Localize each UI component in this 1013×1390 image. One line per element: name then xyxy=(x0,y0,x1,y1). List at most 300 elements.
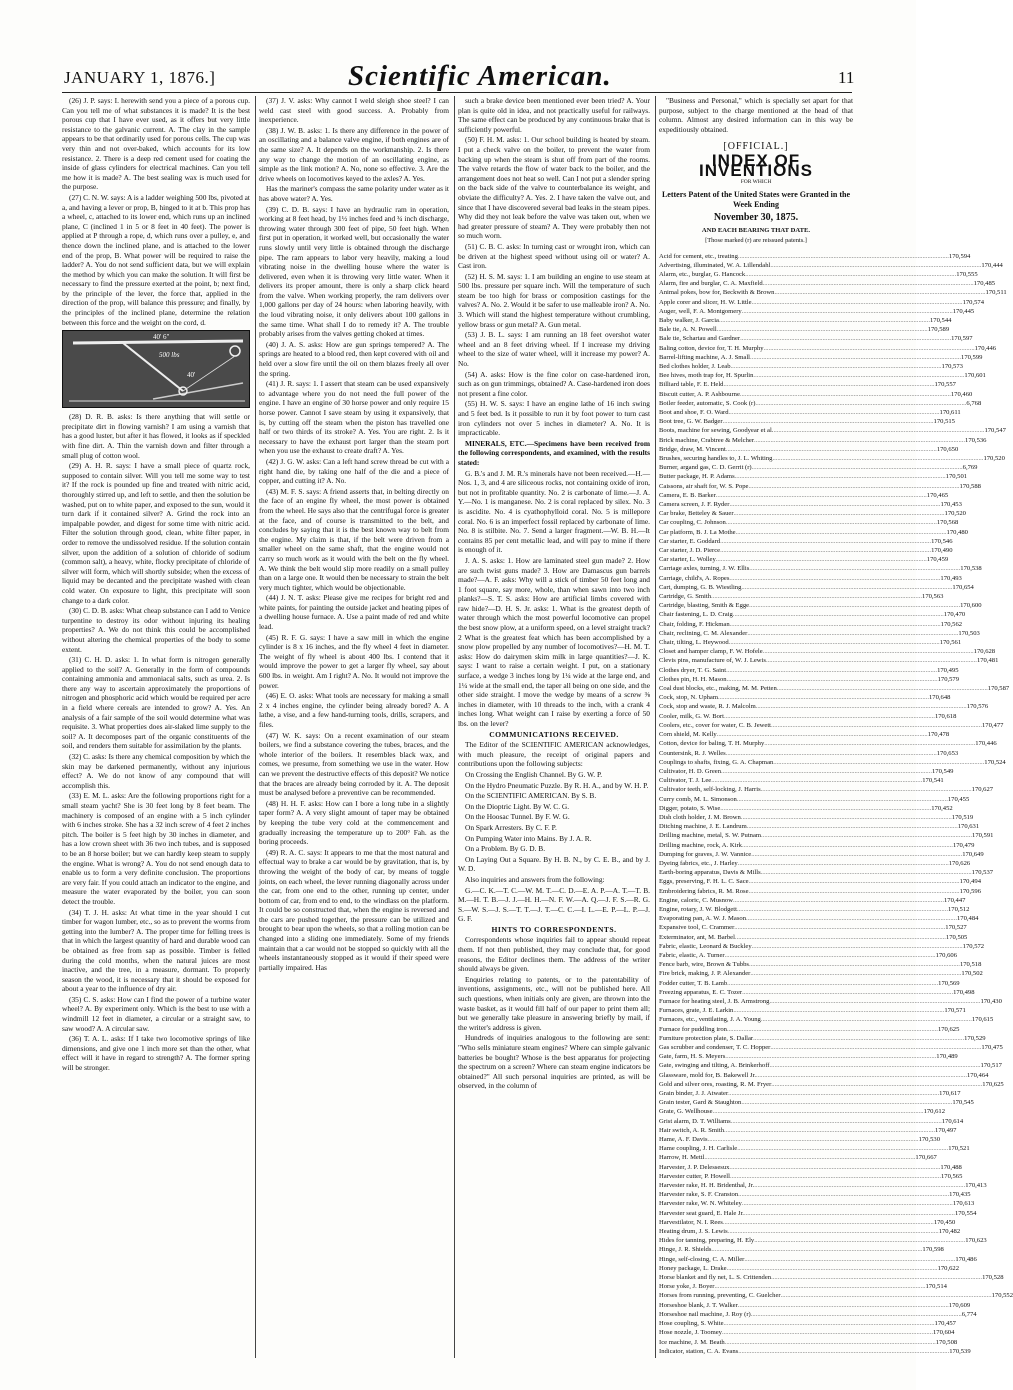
index-entry xyxy=(659,1273,1004,1282)
index-entry xyxy=(659,482,981,491)
index-entry-name: Barrel-lifting machine, A. J. Small xyxy=(659,353,751,361)
index-entry-number: 170,508 xyxy=(935,1338,958,1346)
index-entry-number: 170,485 xyxy=(973,280,996,288)
index-entry-leader xyxy=(723,380,934,389)
index-entry-name: Clothes pin, H. H. Mason xyxy=(659,675,727,683)
index-entry-leader xyxy=(716,491,927,500)
index-for-which: FOR WHICH xyxy=(740,179,772,186)
index-entry-number: 170,626 xyxy=(948,859,971,867)
index-entry-number: 170,565 xyxy=(940,1172,963,1180)
index-entry xyxy=(659,822,980,831)
index-entry-leader xyxy=(737,795,948,804)
query-41: (41) J. R. says: 1. I assert that steam can be used expansively to advantage where you do not need the full power of the engine. I have an engine of 30 horse power and only require 15 horse power. Cannot I save steam by using it expansively, that is, by cutting off the steam when the piston has travelled one half or two thirds of its stroke? A. Yes. You are right. 2. Is it necessary to have the exhaust port larger than the steam port when you use the exhaust to create draft? A. Yes. xyxy=(259,379,449,456)
index-entry-name: Hose coupling, S. White xyxy=(659,1320,724,1328)
index-entry xyxy=(659,914,979,923)
index-entry-number: 170,430 xyxy=(980,997,1002,1005)
index-entry-number: 170,650 xyxy=(936,445,959,453)
index-entry-leader xyxy=(764,739,975,748)
index-entry-name: Honey package, L. Drake xyxy=(659,1264,727,1272)
index-entry-leader xyxy=(727,675,938,684)
index-entry-leader xyxy=(746,914,957,923)
index-entry-leader xyxy=(740,334,951,343)
index-entry-leader xyxy=(723,1218,934,1227)
index-entry-leader xyxy=(720,804,931,813)
index-entry xyxy=(659,408,961,417)
index-entry-leader xyxy=(761,785,972,794)
index-entry-name: Coolers, etc., cover for water, C. B. Jewett xyxy=(659,721,771,729)
index-entry xyxy=(659,1052,958,1061)
index-entry-leader xyxy=(752,942,963,951)
index-entry-leader xyxy=(742,988,953,997)
masthead-title: Scientific American. xyxy=(348,60,612,92)
index-entry-leader xyxy=(717,325,928,334)
index-entry-leader xyxy=(737,905,948,914)
index-entry-number: 170,446 xyxy=(975,740,997,748)
index-entry xyxy=(659,647,996,656)
index-entry xyxy=(659,601,982,610)
index-entry-number: 170,654 xyxy=(952,583,974,591)
hint-paragraph: Hundreds of inquiries analogous to the following are sent: "Who sells miniature steam engines? Where can simple galvanic batteries be bought? Whose is the best apparatus for projecting the spectrum on a screen? Where can steam engine indicators be obtained?" All such personal inquiries are printed, as will be observed, in the column of xyxy=(458,1033,650,1091)
header-rule xyxy=(62,92,852,93)
index-entry xyxy=(659,951,958,960)
index-entry-name: Harvester rake, H. H. Bridenthal, Jr. xyxy=(659,1182,755,1190)
index-entry xyxy=(659,776,944,785)
communication-item: On the Hoosac Tunnel. By F. W. G. xyxy=(465,812,570,822)
index-entry-name: Butter package, H. P. Adams xyxy=(659,473,735,481)
index-entry-number: 170,490 xyxy=(931,547,953,555)
index-entry xyxy=(659,960,982,969)
index-entry-name: Coal dust blocks, etc., making, M. M. Petten xyxy=(659,685,777,693)
index-entry-leader xyxy=(769,997,980,1006)
index-entry-number: 170,475 xyxy=(981,1044,1003,1051)
index-entry-leader xyxy=(741,813,952,822)
index-entry-name: Grain binder, J. J. Atwater xyxy=(659,1090,729,1098)
index-entry-number: 170,489 xyxy=(936,1053,958,1061)
index-entry xyxy=(659,279,996,288)
index-entry-number: 170,480 xyxy=(946,528,968,536)
index-entry-name: Car starter, E. Goddard xyxy=(659,537,721,545)
index-entry-number: 170,588 xyxy=(959,482,981,490)
index-entry-leader xyxy=(734,923,945,932)
index-entry-number: 170,484 xyxy=(957,915,979,923)
index-entry-leader xyxy=(749,564,960,573)
index-entry-leader xyxy=(770,1043,981,1052)
index-entry-name: Grist alarm, D. T. Williams xyxy=(659,1117,731,1125)
index-entry xyxy=(659,1034,986,1043)
query-52: (52) H. S. M. says: 1. I am building an engine to use steam at 500 lbs. pressure per square inch. Will the temperature of such steam be too high for brass or composition castings for the valves? A. No. 2. Would it be safer to use malleable iron? A. No. 3. Which will stand the highest temperature without crumbling, yellow brass or gun metal? A. Gun metal. xyxy=(458,271,650,329)
index-entry xyxy=(659,859,971,868)
index-entry-leader xyxy=(727,979,938,988)
index-entry-number: 170,536 xyxy=(965,436,987,444)
index-entry-name: Cotton, device for baling, T. H. Murphy xyxy=(659,740,765,748)
index-subtitle: Letters Patent of the United States were Granted in the Week Ending xyxy=(661,189,851,209)
index-entry-name: Baling cotton, device for, T. H. Murphy xyxy=(659,344,764,352)
index-entry xyxy=(659,316,952,325)
index-entry-number: 170,527 xyxy=(945,924,967,932)
index-entry-name: Boiler feeder, automatic, S. Cook (r) xyxy=(659,399,756,407)
index-entry-number: 170,631 xyxy=(957,823,980,831)
index-entry-leader xyxy=(724,1319,935,1328)
index-entry-name: Gate, swinging and tilting, A. Brinkerhoff xyxy=(659,1062,770,1070)
index-entry-number: 170,519 xyxy=(951,813,974,821)
index-entry-name: Bee hives, moth trap for, H. Spurlin xyxy=(659,372,754,380)
index-entry-leader xyxy=(726,445,937,454)
index-entry-number: 170,453 xyxy=(940,501,962,509)
index-entry-name: Horse yoke, J. Boyer xyxy=(659,1283,715,1291)
query-49: (49) R. A. C. says: It appears to me that the most natural and effectual way to brake a car would be by gravitation, that is, by throwing the weight of the body of car, by means of toggle joints, on each wheel, the lever running diagonally across under the car, from one end to the other, running up center, under bottom of car, from end to end, to the windlass on the platform. It could be so constructed that, when the engine is reversed and the cars are pushed together, the pressure can be utilized and brought to bear upon the wheels, so that a rolling motion can be changed into a sliding one immediately. Some of my friends maintain that a car would not be stopped so quickly with all the wheels instantaneously stopped as it would if their speed were partially impaired. Has xyxy=(259,847,449,972)
index-entry-number: 170,648 xyxy=(928,694,951,702)
index-entry-leader xyxy=(753,371,964,380)
index-entry-leader xyxy=(755,399,966,408)
index-entry xyxy=(659,1015,994,1024)
index-entry xyxy=(659,1255,977,1264)
index-entry-number: 170,625 xyxy=(937,1025,960,1033)
index-entry xyxy=(659,877,982,886)
index-entry xyxy=(659,638,962,647)
index-entry-leader xyxy=(748,482,959,491)
index-entry-name: Harvestilator, N. I. Rees xyxy=(659,1218,723,1226)
index-entry-leader xyxy=(726,666,937,675)
index-entry-name: Bale tie, A. N. Powell xyxy=(659,326,717,334)
index-entry-leader xyxy=(734,509,945,518)
index-entry-leader xyxy=(730,620,941,629)
index-entry-number: 170,598 xyxy=(922,1246,944,1254)
index-entry-name: Hame coupling, J. H. Carlisle xyxy=(659,1145,738,1153)
communications-heading: COMMUNICATIONS RECEIVED. xyxy=(489,729,619,739)
index-entry-name: Gold and silver ores, roasting, R. M. Fryer xyxy=(659,1080,772,1088)
index-entry-name: Cooler, milk, G. W. Bort xyxy=(659,712,724,720)
index-entry-number: 170,601 xyxy=(964,372,986,380)
index-entry-number: 170,539 xyxy=(949,1347,971,1355)
index-entry-name: Harvester cutter, P. Howell xyxy=(659,1172,730,1180)
index-entry-number: 170,520 xyxy=(983,455,1005,462)
index-entry xyxy=(659,334,973,343)
index-entry xyxy=(659,261,1003,270)
communications-initials: G.—C. K.—T. C.—W. M. T.—C. D.—E. A. P.—A. T.—T. B. M.—H. T. B.—J. J.—H. H.—N. F. W.—A. Q.—J. F. S.—R. G. S.—W. S.—J. S.—T. T.—J. T.—C. C.—I. L.—E. P.—L. P.—J. G. F. xyxy=(458,885,650,924)
index-entry xyxy=(659,933,968,942)
index-entry xyxy=(659,758,1006,767)
index-entry xyxy=(659,454,1005,463)
index-entry-leader xyxy=(740,390,951,399)
index-entry xyxy=(659,288,1007,297)
index-entry-number: 170,625 xyxy=(982,1080,1004,1088)
index-entry-number: 170,561 xyxy=(939,639,962,647)
index-entry xyxy=(659,1126,957,1135)
index-entry-name: Hinge, J. R. Shields xyxy=(659,1246,712,1254)
index-entry xyxy=(659,270,978,279)
index-entry xyxy=(659,1338,958,1347)
index-entry-leader xyxy=(733,610,944,619)
query-48: (48) H. H. F. asks: How can I bore a long tube in a slightly taper form? A. A very slight amount of taper may be obtained by keeping the tube very cold at the commencement and gradually increasing the temperature up to 200° Fah. as the boring proceeds. xyxy=(259,798,449,847)
index-entry-name: Bed clothes holder, J. Leab xyxy=(659,362,731,370)
index-entry-name: Embroidering fabrics, R. M. Rose xyxy=(659,887,749,895)
index-entry-leader xyxy=(738,1190,949,1199)
index-entry-leader xyxy=(713,1107,924,1116)
index-entry-number: 170,537 xyxy=(971,869,994,877)
index-entry-name: Horse blanket and fly net, L. S. Crittenden xyxy=(659,1274,772,1282)
index-entry-name: Evaporating pan, A. W. J. Mason xyxy=(659,915,746,923)
index-entry-leader xyxy=(727,1264,938,1273)
index-entry-name: Car starter, J. D. Pierce xyxy=(659,547,721,555)
index-entry xyxy=(659,767,954,776)
index-entry xyxy=(659,1209,977,1218)
index-entry xyxy=(659,1264,959,1273)
index-entry-name: Countersink, R. J. Welles xyxy=(659,749,726,757)
index-entry-name: Boot tree, G. W. Badger xyxy=(659,418,723,426)
index-entry xyxy=(659,813,974,822)
index-entry-leader xyxy=(724,1126,935,1135)
index-entry-number: 170,447 xyxy=(943,896,966,904)
index-entry-name: Brick machine, Crabtree & Melcher xyxy=(659,436,755,444)
query-47: (47) W. K. says: On a recent examination of our steam boilers, we find a substance covering the tubes, braces, and the whole interior of the boilers. It resembles black wax, and comes, we presume, from something we use in the water. How can we prevent the destructive effects of this deposit? We notice that the braces are already being corroded by it. A. The deposit must be analysed before a preventive can be recommended. xyxy=(259,730,449,798)
index-entry-number: 170,623 xyxy=(965,1237,987,1245)
index-entry xyxy=(659,887,981,896)
index-entry-name: Chair, folding, F. Hickman xyxy=(659,620,730,628)
index-entry-leader xyxy=(772,454,983,463)
index-entry-number: 170,606 xyxy=(935,951,958,959)
index-entry-name: Alarm, etc., burglar, G. Hancock xyxy=(659,270,746,278)
query-44: (44) J. N. T. asks: Please give me recipes for bright red and white paints, for painting the outside jacket and heating pipes of a dwelling house furnace. A. Use a paint made of red and white lead. xyxy=(259,593,449,632)
query-49-cont: such a brake device been mentioned ever been tried? A. Your plan is quite old in idea, and not practically useful for railways. The same effect can be produced by any continuous brake that is sufficiently powerful. xyxy=(458,96,650,134)
index-entry xyxy=(659,1291,1013,1300)
index-entry-leader xyxy=(771,721,982,730)
index-entry-name: Cultivator, H. D. Green xyxy=(659,767,721,775)
index-entry-leader xyxy=(751,850,962,859)
communication-item: On the Hydro Pneumatic Puzzle. By R. H. A., and by W. H. P. xyxy=(465,780,649,790)
index-entry-number: 170,541 xyxy=(922,777,944,785)
index-entry-leader xyxy=(736,528,947,537)
index-entry-leader xyxy=(749,960,960,969)
index-entry xyxy=(659,969,983,978)
query-46: (46) E. O. asks: What tools are necessary for making a small 2 x 4 inches engine, the cylinder being already bored? A. A lathe, a vise, and a few hand-turning tools, drills, scrapers, and files. xyxy=(259,691,449,729)
index-entry-number: 170,587 xyxy=(987,685,1010,693)
index-entry-number: 170,547 xyxy=(984,427,1006,435)
index-entry-number: 170,520 xyxy=(944,510,966,518)
index-entry-number: 170,618 xyxy=(934,712,957,720)
index-entry xyxy=(659,629,980,638)
index-entry-leader xyxy=(749,601,960,610)
index-entry-number: 170,649 xyxy=(962,850,984,858)
index-entry-leader xyxy=(715,1282,926,1291)
index-entry-name: Exterminator, ant, M. Barbel xyxy=(659,933,735,941)
index-entry-number: 170,515 xyxy=(933,418,955,426)
index-entry-leader xyxy=(751,1310,962,1319)
index-entry-leader xyxy=(771,1080,982,1089)
index-entry xyxy=(659,702,989,711)
index-entry-number: 170,609 xyxy=(948,1301,971,1309)
index-entry-leader xyxy=(744,1209,955,1218)
index-entry-name: Hair switch, A. R. Smith xyxy=(659,1126,725,1134)
index-entry-number: 170,486 xyxy=(955,1255,977,1263)
index-entry-leader xyxy=(735,933,946,942)
index-entry-name: Hose nozzle, J. Toomey xyxy=(659,1329,722,1337)
index-entry-leader xyxy=(761,831,972,840)
index-entry-name: Furnace for heating steel, J. B. Armstrong xyxy=(659,997,770,1005)
index-entry xyxy=(659,693,951,702)
index-entry-name: Engine, rotary, J. W. Blodgett xyxy=(659,905,737,913)
index-entry-name: Billiard table, F. E. Held xyxy=(659,381,724,389)
query-42: (42) J. G. W. asks: Can a left hand screw thread be cut with a right hand die, by taking one half of the die and a piece of copper, and cutting it? A. No. xyxy=(259,456,449,486)
index-entry-number: 170,600 xyxy=(960,602,982,610)
index-entry-leader xyxy=(731,362,942,371)
index-entry xyxy=(659,1172,963,1181)
index-entry-leader xyxy=(728,1227,939,1236)
index-entry-leader xyxy=(741,1098,952,1107)
index-entry-leader xyxy=(752,298,963,307)
index-entry xyxy=(659,979,960,988)
index-entry-leader xyxy=(718,693,929,702)
ladder-diagram xyxy=(62,330,250,408)
index-entry-leader xyxy=(754,1236,965,1245)
index-entry-number: 170,464 xyxy=(966,1071,989,1079)
index-entry-name: Cultivator teeth, self-locking, J. Harris xyxy=(659,786,761,794)
index-entry-number: 170,435 xyxy=(949,1191,971,1199)
index-entry-leader xyxy=(723,417,934,426)
index-entry-leader xyxy=(742,841,953,850)
index-entry xyxy=(659,739,997,748)
index-entry xyxy=(659,1328,955,1337)
index-entry-number: 170,562 xyxy=(940,620,963,628)
index-entry-number: 170,501 xyxy=(945,473,968,481)
index-entry-number: 170,465 xyxy=(926,491,949,499)
index-entry-leader xyxy=(754,1181,965,1190)
index-entry-number: 170,591 xyxy=(972,832,994,840)
index-date: November 30, 1875. xyxy=(713,211,799,223)
index-entry-leader xyxy=(749,887,960,896)
index-entry-number: 170,627 xyxy=(971,786,994,794)
query-27: (27) C. N. W. says: A is a ladder weighing 500 lbs, pivoted at a, and having a lever or prop, B, hinged to it at b. This prop has a wheel, c, attached to its lower end, which runs up an inclined plane, C (inclined 1 in 5 or 8 feet in 40 feet). The power is applied at P through a rope, d, which runs over a pulley, e, and thence down the inclined plane, and is attached to the lower end of the prop, B. What power will be required to raise the ladder? A. You do not send sufficient data, but we will explain the method by which you can make the solution. It will first be necessary to find the pressure exerted at the point, b; next find, by the principle of the lever, the force that, applied in the direction of the prop, will balance this pressure; and finally, by the principles of the inclined plane, determine the relation between this force and the weight on the cord, d. xyxy=(62,192,250,327)
index-entry xyxy=(659,1080,1004,1089)
index-entry xyxy=(659,518,959,527)
index-entry-leader xyxy=(724,712,935,721)
index-entry-name: Chair, reclining, C. M. Alexander xyxy=(659,629,748,637)
index-entry-name: Hinge, self-closing, C. A. Miller xyxy=(659,1255,745,1263)
index-entry-name: Fodder cutter, T. B. Lamb xyxy=(659,979,728,987)
index-entry xyxy=(659,463,978,472)
index-entry-name: Biscuit cutter, A. P. Ashbourne xyxy=(659,390,740,398)
index-entry-number: 170,604 xyxy=(932,1329,955,1337)
communication-item: On Spark Arresters. By C. F. P. xyxy=(465,822,557,832)
index-entry-leader xyxy=(745,270,956,279)
index-entry-leader xyxy=(756,702,967,711)
index-entry-number: 170,505 xyxy=(945,933,968,941)
index-entry-name: Heating drum, J. S. Lewis xyxy=(659,1228,728,1236)
query-55: (55) H. W. S. says: I have an engine lathe of 16 inch swing and 5 feet bed. Is it possible to run it by foot power to turn cast iron cylinders not over 5 inches in diameter? A. No. It is impracticable. xyxy=(458,399,650,438)
index-entry-number: 170,545 xyxy=(952,1099,974,1107)
index-entry-leader xyxy=(744,1255,955,1264)
index-entry xyxy=(659,1347,971,1356)
index-entry-number: 170,450 xyxy=(933,1218,956,1226)
index-entry-number: 170,596 xyxy=(959,887,981,895)
index-entry-name: Boot and shoe, F. O. Ward xyxy=(659,408,729,416)
column-rule-2 xyxy=(454,96,455,1358)
index-entry-number: 170,614 xyxy=(941,1117,964,1125)
index-entry-number: 170,517 xyxy=(980,1062,1002,1070)
column-rule-1 xyxy=(255,96,256,1358)
index-entry-leader xyxy=(720,537,931,546)
index-entry xyxy=(659,1190,971,1199)
index-entry-leader xyxy=(764,344,975,353)
index-entry xyxy=(659,841,975,850)
index-entry-number: 170,549 xyxy=(932,767,954,775)
index-entry-name: Clothes dryer, T. G. Saint xyxy=(659,666,727,674)
column-rule-3 xyxy=(655,96,656,1358)
index-entry xyxy=(659,610,966,619)
index-entry-name: Apple corer and slicer, H. W. Little xyxy=(659,298,752,306)
query-31: (31) C. H. D. asks: 1. In what form is nitrogen generally applied to the soil? A. Generally in the form of compounds containing ammonia and ammoniacal salts, such as urea. 2. Is there any way to ascertain approximately the proportions of nitrogen and phosphoric acid which would be required per acre in a field where cereals are intended to grow? A. Yes. An analysis of a fair sample of the soil would determine what was requisite. 3. What properties does air-slaked lime supply to the soil? A. It decomposes part of the organic constituents of the soil, and renders them suitable for assimilation by the plants. xyxy=(62,655,250,751)
index-entry-number: 170,557 xyxy=(934,381,956,389)
index-entry-number: 170,579 xyxy=(937,675,960,683)
index-entry xyxy=(659,1061,1002,1070)
index-entry xyxy=(659,896,966,905)
communication-item: On Laying Out a Square. By H. B. N., by C. E. B., and by J. W. D. xyxy=(458,854,650,874)
index-entry-name: Cultivator, T. J. Lee xyxy=(659,777,712,785)
index-entry xyxy=(659,1282,947,1291)
index-entry xyxy=(659,344,997,353)
query-36: (36) T. A. L. asks: If I take two locomotive springs of like dimensions, and give one 1 inch more set than the other, what effect will it have in regard to strength? A. The former spring will be stronger. xyxy=(62,1034,250,1073)
index-entry xyxy=(659,353,983,362)
index-entry-leader xyxy=(742,307,953,316)
index-entry xyxy=(659,1098,974,1107)
index-entry xyxy=(659,785,994,794)
index-entry-number: 170,613 xyxy=(952,1200,975,1208)
index-entry-leader xyxy=(738,1347,949,1356)
index-entry-name: Dyeing fabrics, etc., J. Harley xyxy=(659,859,738,867)
index-entry-name: Alarm, fire and burglar, C. A. Maxfield xyxy=(659,280,763,288)
index-entry-number: 170,528 xyxy=(982,1274,1004,1282)
index-entry-name: Fabric, elastic, A. Turner xyxy=(659,951,725,959)
index-entry-leader xyxy=(749,877,960,886)
index-entry xyxy=(659,1245,944,1254)
index-entry-name: Closet and hamper clamp, F. W. Hofele xyxy=(659,648,763,656)
index-entry-number: 170,521 xyxy=(948,1145,970,1153)
column-2 xyxy=(259,96,449,1366)
index-entry-name: Gas scrubber and condenser, T. C. Hopper xyxy=(659,1044,771,1051)
index-entry-name: Furnaces, etc., ventilating, J. A. Young xyxy=(659,1016,761,1024)
minerals-heading: MINERALS, ETC.—Specimens have been received from the following correspondents, and examined, with the results stated: xyxy=(458,438,650,467)
index-entry xyxy=(659,417,955,426)
index-entry xyxy=(659,574,962,583)
index-entry-number: 170,457 xyxy=(934,1320,956,1328)
index-entry-number: 170,617 xyxy=(939,1090,961,1098)
index-entry-leader xyxy=(731,1117,942,1126)
index-entry-leader xyxy=(763,279,974,288)
index-entry xyxy=(659,1117,964,1126)
index-entry-number: 170,628 xyxy=(973,648,996,656)
diagram-label-40: 40' xyxy=(187,371,196,380)
index-entry-number: 170,493 xyxy=(940,574,962,582)
index-entry-number: 170,503 xyxy=(958,629,980,637)
index-entry xyxy=(659,252,971,261)
index-entry-leader xyxy=(773,426,984,435)
index-entry-number: 170,544 xyxy=(929,316,952,324)
index-entry xyxy=(659,675,960,684)
index-reissue-note: [Those marked (r) are reissued patents.] xyxy=(705,236,807,244)
index-entry-name: Car brake, Betteley & Sauer xyxy=(659,510,734,518)
communication-item: On the SCIENTIFIC AMERICAN. By S. B. xyxy=(465,791,597,801)
index-entry-name: Hame, A. F. Davis xyxy=(659,1136,708,1144)
index-entry-number: 170,555 xyxy=(956,270,978,278)
index-entry-leader xyxy=(721,767,932,776)
diagram-label-weight: 500 lbs xyxy=(159,351,180,360)
index-entry-name: Car coupling, C. Johnson xyxy=(659,519,726,527)
index-entry-number: 170,653 xyxy=(936,749,959,757)
index-entry xyxy=(659,666,959,675)
index-entry-name: Curry comb, M. L. Simonson xyxy=(659,795,737,803)
index-entry-number: 170,589 xyxy=(927,326,950,334)
index-entry-leader xyxy=(770,1061,981,1070)
index-entry xyxy=(659,445,959,454)
